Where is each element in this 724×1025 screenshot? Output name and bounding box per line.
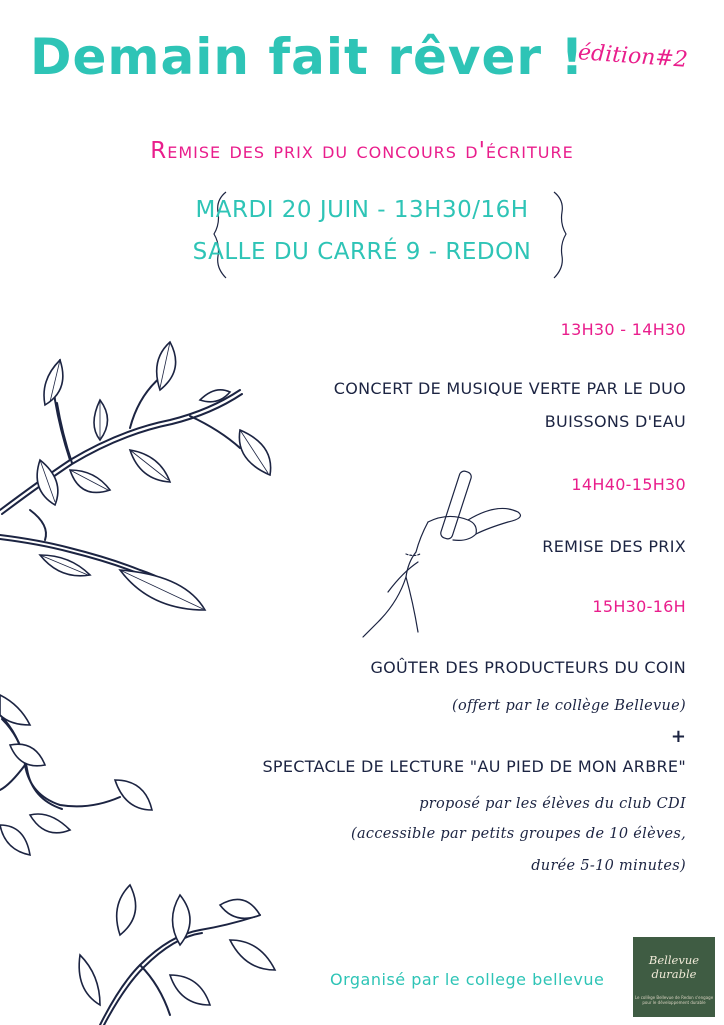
edition-tag: édition#2 [577,40,689,73]
logo-line2: durable [651,967,697,981]
slot3-time: 15H30-16H [592,597,686,616]
branch-illustration-footer-icon [60,875,300,1025]
branch-illustration-icon [0,330,290,620]
plus-sign: + [670,726,686,747]
logo-line1: Bellevue [648,953,700,967]
slot1-event-line2: BUISSONS D'EAU [544,412,686,431]
slot1-time: 13H30 - 14H30 [560,320,686,339]
bellevue-durable-logo [633,937,715,1017]
logo-tagline: Le collège Bellevue de Redon s'engage pour le développement durable [634,995,714,1005]
poster-title: Demain fait rêver ! [30,28,585,86]
slot3-event2-note2: (accessible par petits groupes de 10 élèves, [351,826,686,842]
slot3-event2-note1: proposé par les élèves du club CDI [419,796,686,812]
slot1-event-line1: CONCERT DE MUSIQUE VERTE PAR LE DUO [333,379,686,398]
slot2-event: REMISE DES PRIX [542,537,686,556]
slot3-event2: SPECTACLE DE LECTURE "AU PIED DE MON ARBRE" [262,757,686,776]
slot3-event1: GOÛTER DES PRODUCTEURS DU COIN [370,658,686,677]
slot2-time: 14H40-15H30 [571,475,686,494]
event-subtitle: Remise des prix du concours d'écriture [150,138,574,164]
organizer-credit: Organisé par le college bellevue [330,970,605,989]
slot3-event2-note3: durée 5-10 minutes) [531,858,686,874]
event-date: MARDI 20 JUIN - 13H30/16H [195,197,529,223]
hand-scroll-illustration-icon [358,462,528,642]
branch-illustration-bottom-icon [0,685,160,885]
slot3-event1-note: (offert par le collège Bellevue) [451,698,686,714]
event-location: SALLE DU CARRÉ 9 - REDON [192,239,532,265]
